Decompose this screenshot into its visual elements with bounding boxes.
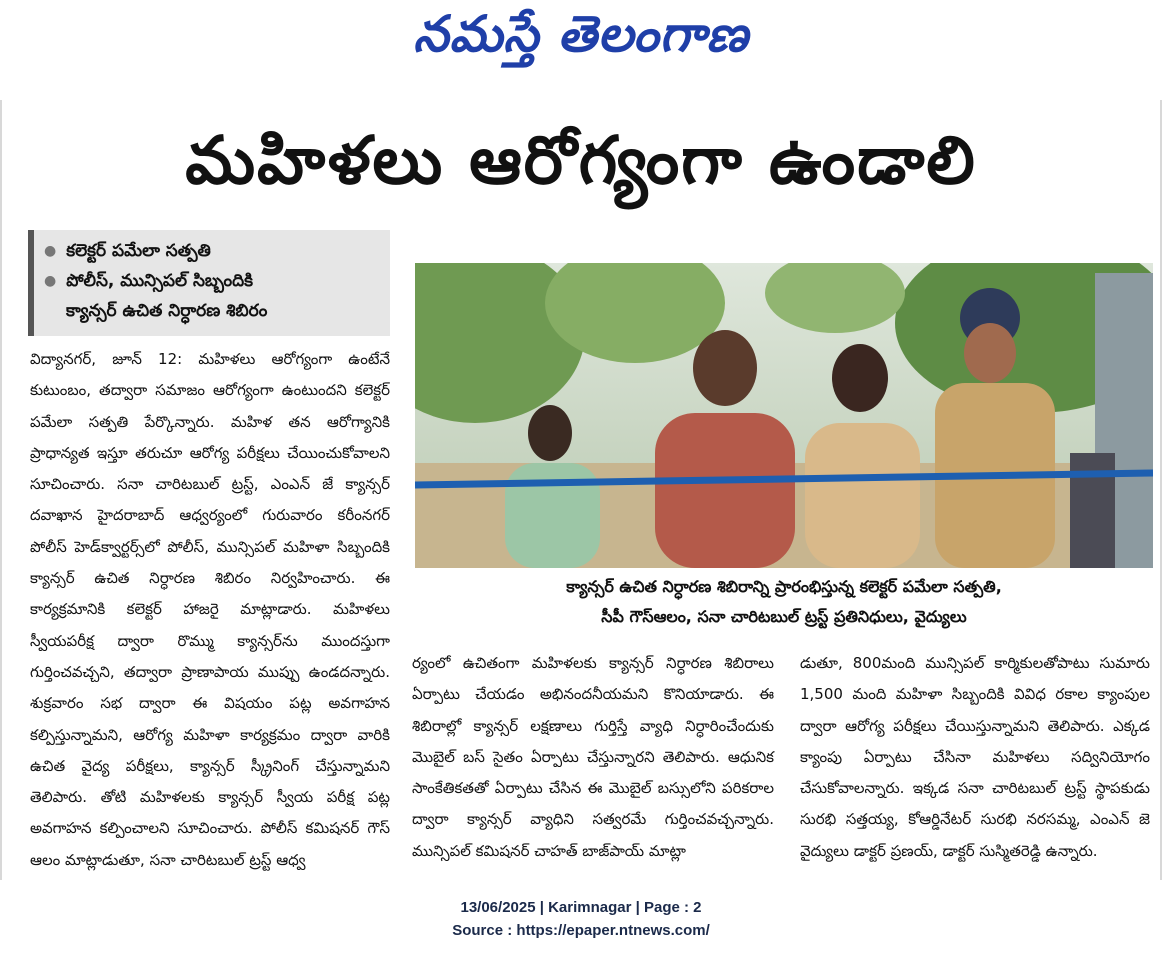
- photo-caption: [415, 572, 1153, 632]
- article-column-3: [800, 648, 1150, 867]
- caption-line-2: సీపీ గౌస్‌ఆలం, సనా చారిటబుల్ ట్రస్ట్ ప్రతినిధులు, వైద్యులు: [601, 607, 967, 626]
- masthead: [0, 0, 1162, 80]
- article-column-2: [412, 648, 774, 867]
- bullet-icon: ●: [44, 243, 57, 259]
- bullet-icon: ●: [44, 273, 57, 289]
- page-footer: [0, 896, 1162, 942]
- article-column-1: [30, 344, 390, 876]
- column-1-text: విద్యానగర్, జూన్ 12: మహిళలు ఆరోగ్యంగా ఉంటేనే కుటుంబం, తద్వారా సమాజం ఆరోగ్యంగా ఉంటుందని కలెక్టర్ పమేలా సత్పతి పేర్కొన్నారు. మహిళ తన ఆరోగ్యానికి ప్రాధాన్యత ఇస్తూ తరుచూ ఆరోగ్య పరీక్షలు చేయించుకోవాలని సూచించారు. సనా చారిటబుల్ ట్రస్ట్, ఎంఎన్ జే క్యాన్సర్ దవాఖాన హైదరాబాద్ ఆధ్వర్యంలో గురువారం కరీంనగర్ పోలీస్ హెడ్‌క్వార్టర్స్‌లో పోలీస్, మున్సిపల్ మహిళా సిబ్బందికి క్యాన్సర్ ఉచిత నిర్ధారణ శిబిరం నిర్వహించారు. ఈ కార్యక్రమానికి కలెక్టర్ హాజరై మాట్లాడారు. మహిళలు స్వీయపరీక్ష ద్వారా రొమ్ము క్యాన్సర్‌ను ముందస్తుగా గుర్తించవచ్చని, తద్వారా ప్రాణాపాయ ముప్పు ఉండదన్నారు. శుక్రవారం సభ ద్వారా ఈ విషయం పట్ల అవగాహన కల్పిస్తున్నామని, ఆరోగ్య మహిళా కార్యక్రమం ద్వారా వారికి ఉచిత వైద్య పరీక్షలు, క్యాన్సర్ స్క్రీనింగ్ చేస్తున్నామని తెలిపారు. తోటి మహిళలకు క్యాన్సర్ స్వీయ పరీక్ష పట్ల అవగాహన కల్పించాలని సూచించారు. పోలీస్ కమిషనర్ గౌస్ ఆలం మాట్లాడుతూ, సనా చారిటబుల్ ట్రస్ట్ ఆధ్వ: [30, 350, 390, 869]
- article-headline: మహిళలు ఆరోగ్యంగా ఉండాలి: [185, 121, 977, 199]
- footer-source[interactable]: Source : https://epaper.ntnews.com/: [452, 922, 710, 939]
- subdeck-text-3: క్యాన్సర్ ఉచిత నిర్ధారణ శిబిరం: [66, 301, 268, 321]
- column-3-text: డుతూ, 800మంది మున్సిపల్ కార్మికులతోపాటు సుమారు 1,500 మంది మహిళా సిబ్బందికి వివిధ రకాల క్యాంపుల ద్వారా ఆరోగ్య పరీక్షలు చేయిస్తున్నామని తెలిపారు. ఎక్కడ క్యాంపు ఏర్పాటు చేసినా మహిళలు సద్వినియోగం చేసుకోవాలన్నారు. ఇక్కడ సనా చారిటబుల్ ట్రస్ట్ స్థాపకుడు సురభి సత్తయ్య, కోఆర్డినేటర్ సురభి నరసమ్మ, ఎంఎన్ జె వైద్యులు డాక్టర్ ప్రణయ్, డాక్టర్ సుస్మితరెడ్డి ఉన్నారు.: [800, 654, 1150, 860]
- subdeck-box: [28, 230, 390, 336]
- subdeck-text-2: పోలీస్, మున్సిపల్ సిబ్బందికి: [66, 271, 253, 291]
- column-2-text: ర్యంలో ఉచితంగా మహిళలకు క్యాన్సర్ నిర్ధారణ శిబిరాలు ఏర్పాటు చేయడం అభినందనీయమని కొనియాడారు. ఈ శిబిరాల్లో క్యాన్సర్ లక్షణాలు గుర్తిస్తే వ్యాధి నిర్ధారించేందుకు మొబైల్ బస్ సైతం ఏర్పాటు చేస్తున్నారని తెలిపారు. ఆధునిక సాంకేతికతతో ఏర్పాటు చేసిన ఈ మొబైల్ బస్సులోని పరికరాల ద్వారా క్యాన్సర్ వ్యాధిని సత్వరమే గుర్తించవచ్చన్నారు. మున్సిపల్ కమిషనర్ చాహత్ బాజ్‌పాయ్ మాట్లా: [412, 654, 774, 860]
- masthead-title: నమస్తే తెలంగాణ: [413, 4, 749, 63]
- caption-line-1: క్యాన్సర్ ఉచిత నిర్ధారణ శిబిరాన్ని ప్రారంభిస్తున్న కలెక్టర్ పమేలా సత్పతి,: [566, 577, 1002, 596]
- subdeck-item: [44, 266, 380, 296]
- subdeck-text-1: కలెక్టర్ పమేలా సత్పతి: [66, 241, 211, 261]
- footer-date-edition: 13/06/2025 | Karimnagar | Page : 2: [460, 899, 702, 916]
- news-photo: [415, 263, 1153, 568]
- subdeck-item: [44, 236, 380, 266]
